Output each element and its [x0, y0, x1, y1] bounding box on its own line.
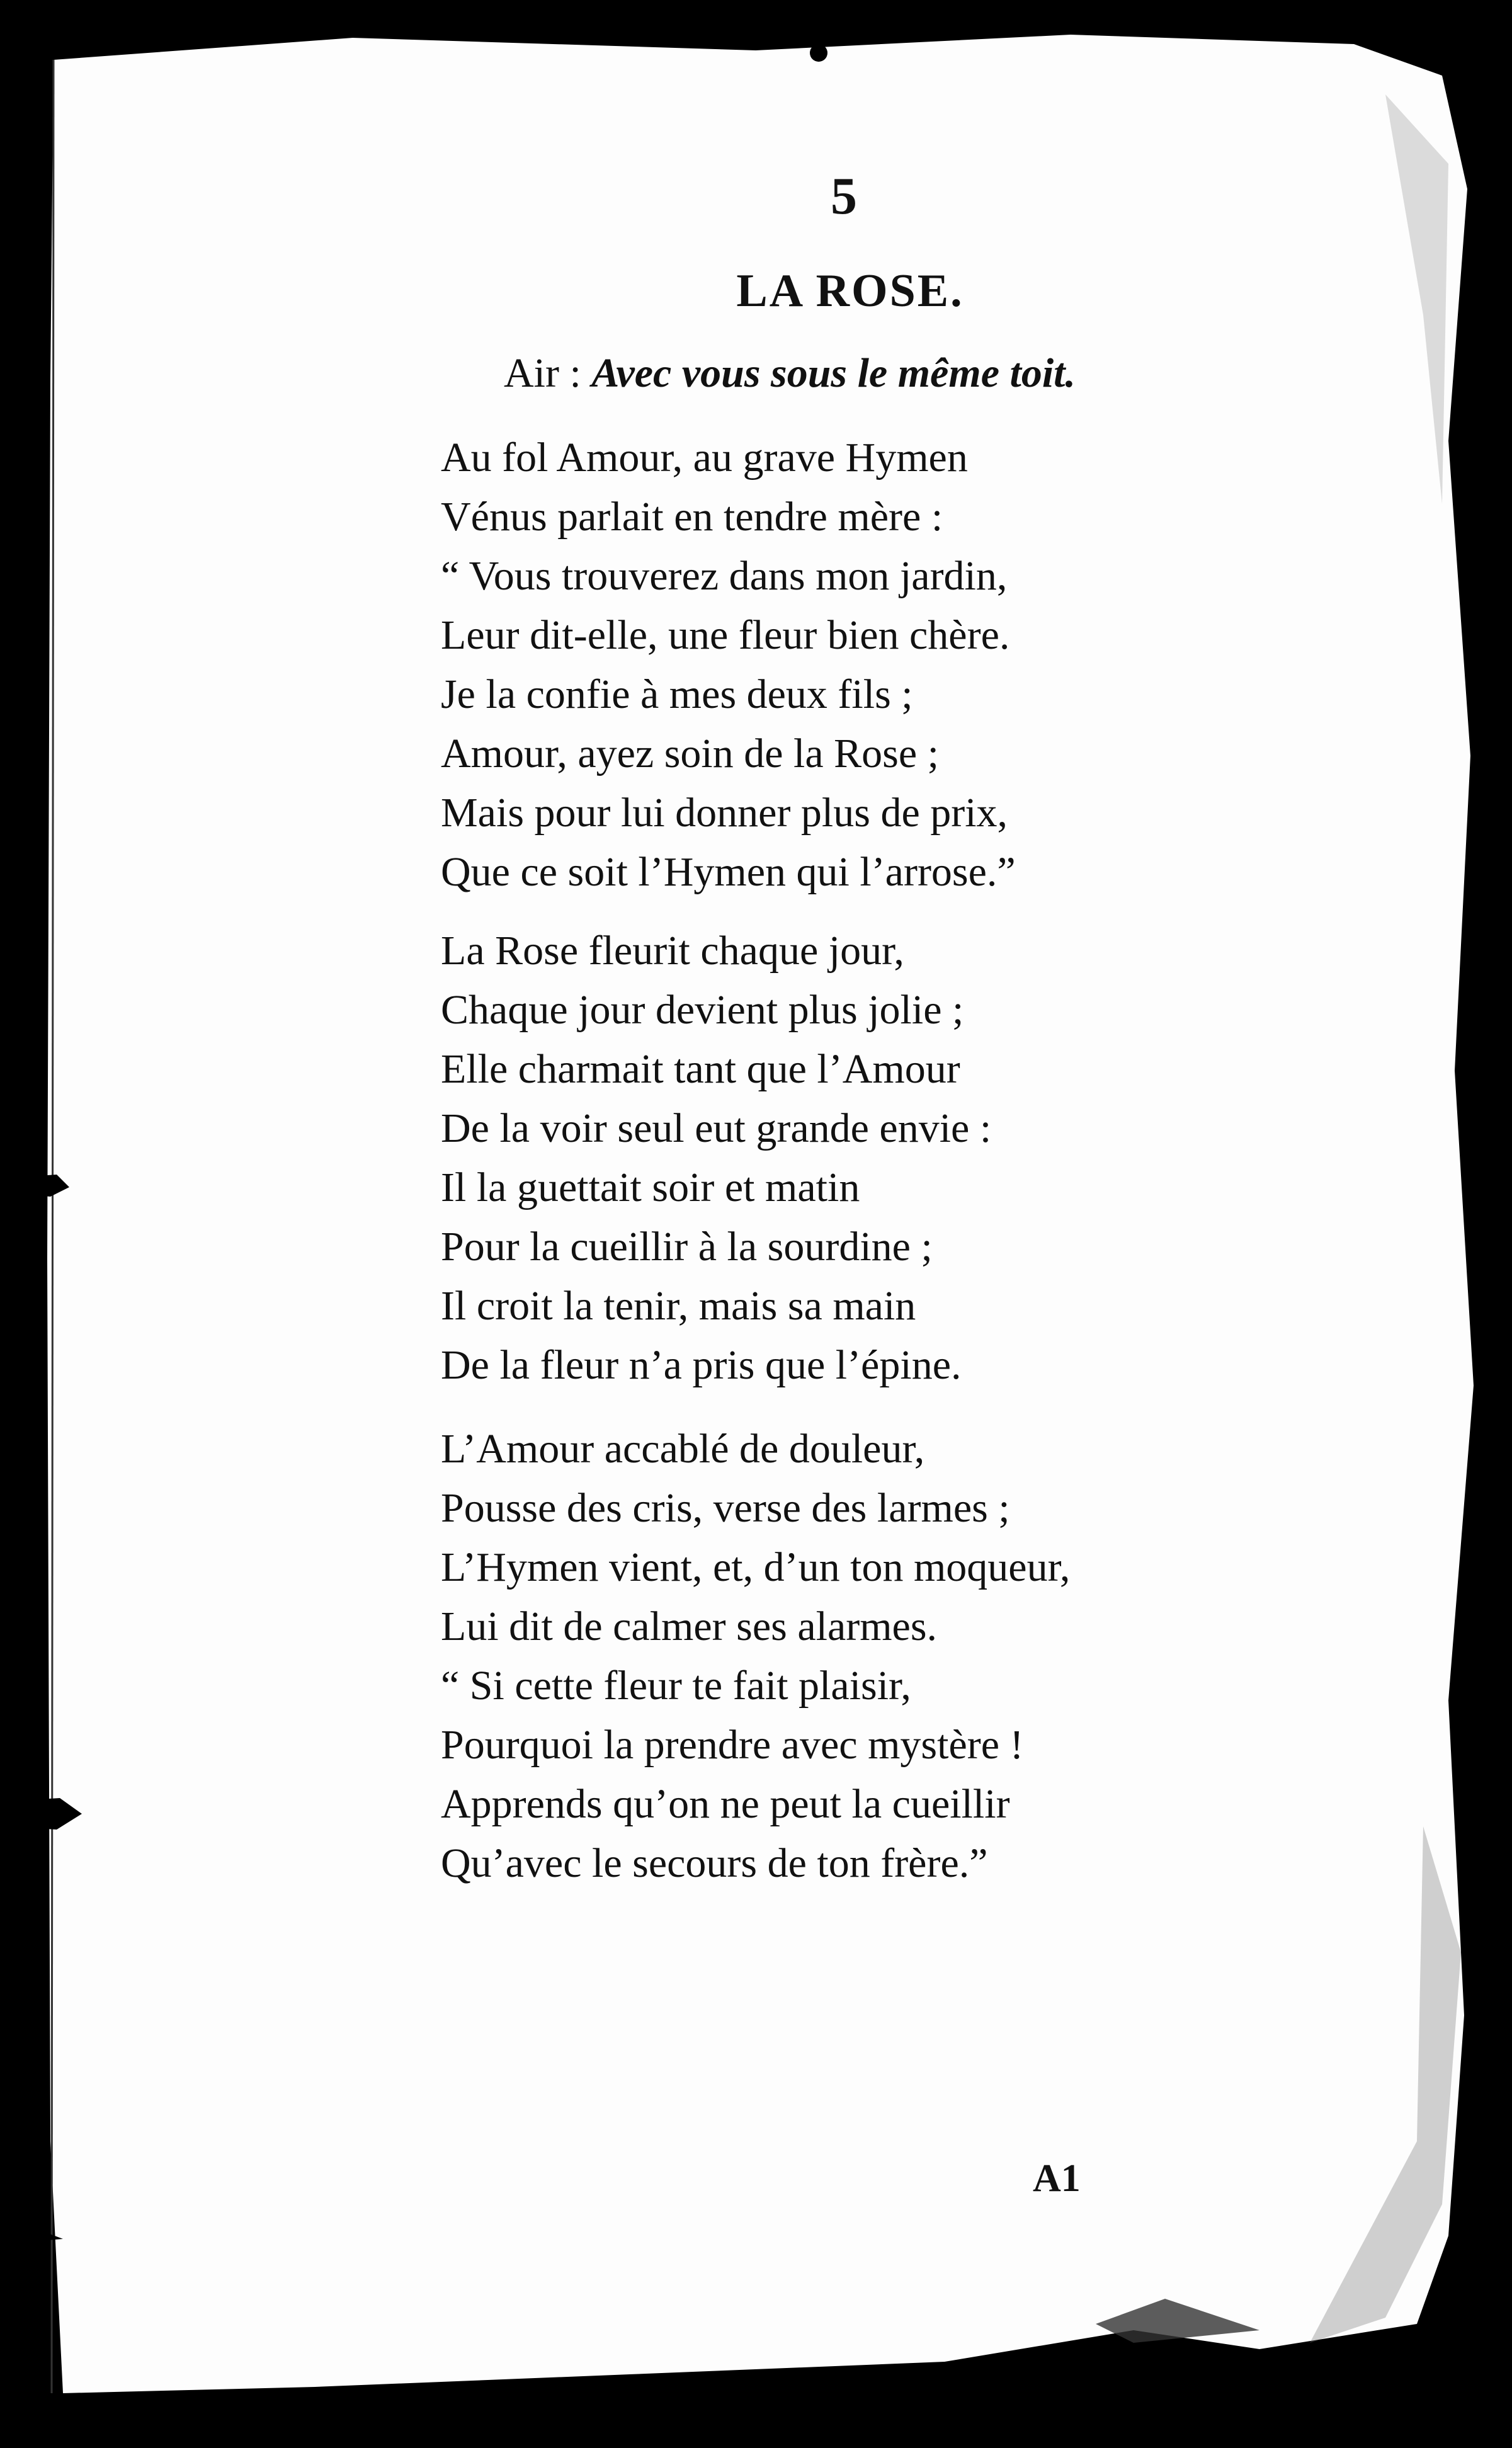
verse-line: L’Amour accablé de douleur, [441, 1426, 925, 1472]
signature-mark: A1 [1033, 2157, 1081, 2200]
verse-line: Elle charmait tant que l’Amour [441, 1046, 960, 1092]
page-number: 5 [831, 167, 857, 225]
stanza-3 [441, 1420, 1322, 1893]
verse-line: Il la guettait soir et matin [441, 1164, 860, 1210]
verse-line: Pourquoi la prendre avec mystère ! [441, 1722, 1024, 1768]
verse-line: Mais pour lui donner plus de prix, [441, 790, 1008, 836]
tune-name: Avec vous sous le même toit. [591, 350, 1076, 396]
verse-line: Il croit la tenir, mais sa main [441, 1283, 916, 1329]
verse-line: Leur dit-elle, une fleur bien chère. [441, 612, 1010, 658]
tune-prefix: Air : [504, 350, 592, 396]
verse-line: Que ce soit l’Hymen qui l’arrose.” [441, 849, 1016, 895]
tune-indication [504, 350, 1335, 396]
verse-line: Apprends qu’on ne peut la cueillir [441, 1781, 1010, 1827]
verse-line: De la fleur n’a pris que l’épine. [441, 1342, 962, 1388]
verse-line: Je la confie à mes deux fils ; [441, 671, 913, 717]
verse-line: La Rose fleurit chaque jour, [441, 928, 904, 974]
verse-line: Lui dit de calmer ses alarmes. [441, 1603, 938, 1649]
verse-line: “ Vous trouverez dans mon jardin, [441, 553, 1008, 599]
verse-line: Amour, ayez soin de la Rose ; [441, 731, 940, 777]
verse-line: Vénus parlait en tendre mère : [441, 494, 943, 540]
verse-line: Qu’avec le secours de ton frère.” [441, 1840, 988, 1886]
verse-line: Pousse des cris, verse des larmes ; [441, 1485, 1010, 1531]
verse-line: De la voir seul eut grande envie : [441, 1105, 992, 1151]
song-title: LA ROSE. [736, 265, 964, 317]
verse-line: L’Hymen vient, et, d’un ton moqueur, [441, 1544, 1071, 1590]
verse-line: Chaque jour devient plus jolie ; [441, 987, 964, 1033]
verse-line: Au fol Amour, au grave Hymen [441, 435, 968, 481]
verse-line: Pour la cueillir à la sourdine ; [441, 1224, 933, 1270]
stanza-2 [441, 921, 1322, 1395]
stanza-1 [441, 428, 1322, 902]
verse-line: “ Si cette fleur te fait plaisir, [441, 1663, 911, 1709]
